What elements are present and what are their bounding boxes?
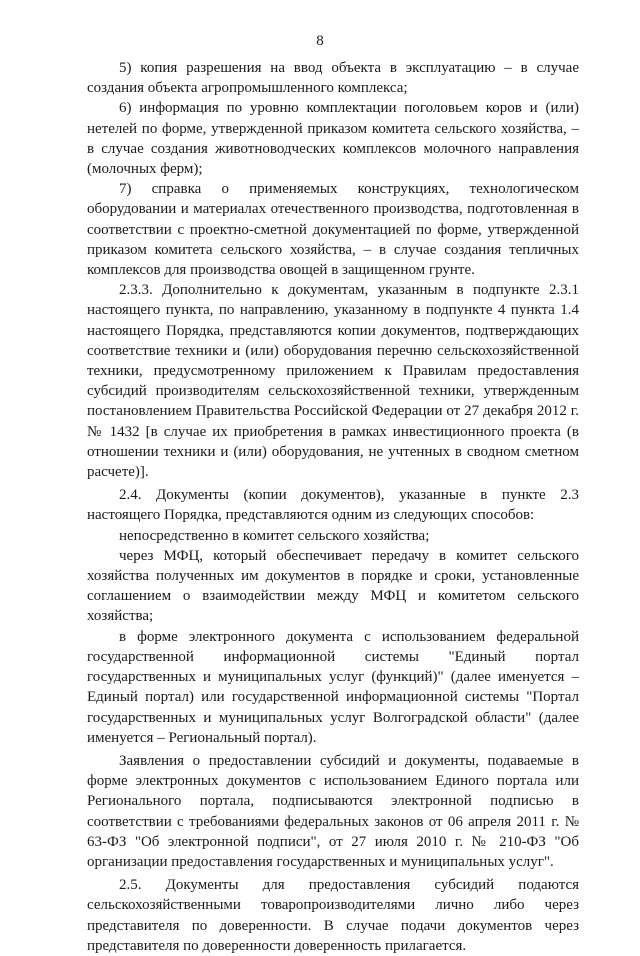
document-body: [87, 58, 579, 956]
paragraph-item-6: 6) информация по уровню комплектации поголовьем коров и (или) нетелей по форме, утвержденной приказом комитета сельского хозяйства, – в случае создания животноводческих комплексов молочного направления (молочных ферм);: [87, 100, 579, 178]
paragraph-method-electronic: в форме электронного документа с использованием федеральной государственной информационной системы "Единый портал государственных и муниципальных услуг (функций)" (далее именуется – Единый портал) или государственной информационной системы "Портал государственных и муниципальных услуг Волгоградской области" (далее именуется – Региональный портал).: [87, 628, 579, 746]
paragraph-2-3-3: 2.3.3. Дополнительно к документам, указанным в подпункте 2.3.1 настоящего пункта, по направлению, указанному в подпункте 4 пункта 1.4 настоящего Порядка, представляются копии документов, подтверждающих соответствие техники и (или) оборудования перечню сельскохозяйственной техники, предусмотренному приложением к Правилам предоставления субсидий производителям сельскохозяйственной техники, утвержденным постановлением Правительства Российской Федерации от 27 декабря 2012 г. № 1432 [в случае их приобретения в рамках инвестиционного проекта (в отношении техники и (или) оборудования, не учтенных в сводном сметном расчете)].: [87, 282, 579, 481]
page-number: 8: [316, 33, 324, 49]
paragraph-electronic-signature: Заявления о предоставлении субсидий и документы, подаваемые в форме электронных документов с использованием Единого портала или Регионального портала, подписываются электронной подписью в соответствии с требованиями федеральных законов от 06 апреля 2011 г. № 63-ФЗ "Об электронной подписи", от 27 июля 2010 г. № 210-ФЗ "Об организации предоставления государственных и муниципальных услуг".: [87, 752, 579, 870]
paragraph-method-mfc: через МФЦ, который обеспечивает передачу в комитет сельского хозяйства полученных им документов в порядке и сроки, установленные соглашением о взаимодействии между МФЦ и комитетом сельского хозяйства;: [87, 547, 579, 625]
paragraph-item-7: 7) справка о применяемых конструкциях, технологическом оборудовании и материалах отечественного производства, подготовленная в соответствии с проектно-сметной документацией по форме, утвержденной приказом комитета сельского хозяйства, – в случае создания тепличных комплексов для производства овощей в защищенном грунте.: [87, 181, 579, 279]
paragraph-2-5: 2.5. Документы для предоставления субсидий подаются сельскохозяйственными товаропроизводителями лично либо через представителя по доверенности. В случае подачи документов через представителя по доверенности доверенность прилагается.: [87, 877, 579, 954]
paragraph-item-5: 5) копия разрешения на ввод объекта в эксплуатацию – в случае создания объекта агропромышленного комплекса;: [87, 60, 579, 97]
paragraph-method-direct: непосредственно в комитет сельского хозяйства;: [119, 527, 430, 544]
paragraph-2-4: 2.4. Документы (копии документов), указанные в пункте 2.3 настоящего Порядка, представляются одним из следующих способов:: [87, 487, 579, 524]
